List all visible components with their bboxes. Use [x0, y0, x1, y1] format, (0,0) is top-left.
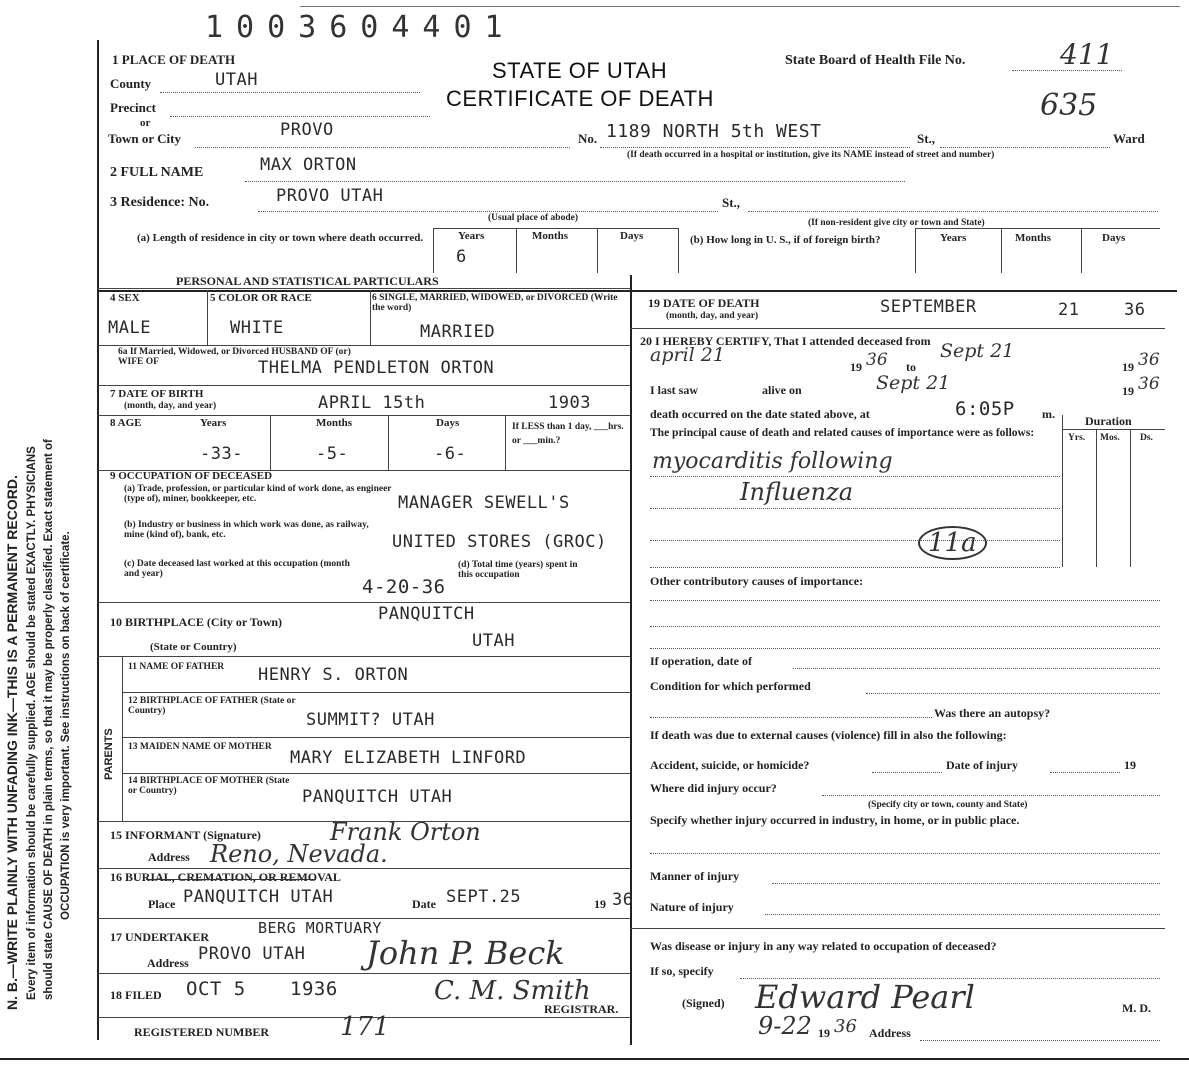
- manner-line: [772, 883, 1160, 884]
- last-saw-year: 36: [1138, 374, 1160, 394]
- res-box-v2: [516, 228, 517, 273]
- cause-number: 11a: [918, 526, 987, 560]
- row-line-11: [97, 656, 630, 657]
- death-day: 21: [1058, 300, 1080, 320]
- duration-label: Duration: [1085, 414, 1132, 428]
- foreign-box-v3: [1081, 228, 1082, 273]
- residence-value: PROVO UTAH: [276, 186, 384, 206]
- precinct-label: Precinct: [110, 100, 156, 115]
- foreign-box-v1: [915, 228, 916, 273]
- usual-abode-note: (Usual place of abode): [488, 213, 578, 223]
- signed-address-label: Address: [869, 1026, 911, 1040]
- death-year: 36: [1124, 300, 1146, 320]
- cause-line-2: [650, 508, 1060, 509]
- row-line-7: [97, 385, 630, 386]
- county-label: County: [110, 76, 152, 91]
- undertaker-label: 17 UNDERTAKER: [110, 930, 210, 944]
- md-label: M. D.: [1122, 1001, 1151, 1015]
- age-years-value: -33-: [200, 444, 243, 464]
- age-label: 8 AGE: [110, 417, 142, 429]
- from-year-prefix: 19: [850, 360, 862, 374]
- res-box-top: [433, 228, 678, 229]
- ward-label: Ward: [1113, 131, 1145, 146]
- foreign-years-label: Years: [940, 232, 967, 244]
- ward-line: [940, 147, 1110, 148]
- undertaker-name: BERG MORTUARY: [258, 919, 382, 937]
- injury-date-label: Date of injury: [946, 758, 1018, 772]
- physician-signature: Edward Pearl: [755, 978, 975, 1016]
- signed-date: 9-22: [758, 1012, 812, 1040]
- age-years-label: Years: [200, 417, 227, 429]
- duration-yrs: Yrs.: [1068, 433, 1086, 443]
- specify-label: Specify whether injury occurred in industry, in home, or in public place.: [650, 813, 1020, 827]
- death-time: 6:05P: [955, 398, 1015, 420]
- sex-color-divider: [207, 290, 208, 345]
- personal-section-label: PERSONAL AND STATISTICAL PARTICULARS: [176, 274, 439, 288]
- where-note: (Specify city or town, county and State): [868, 800, 1028, 810]
- age-div-3: [505, 415, 506, 470]
- marital-value: MARRIED: [420, 322, 496, 342]
- row-line-10: [97, 602, 630, 603]
- cause-line-1: [650, 476, 1060, 477]
- color-value: WHITE: [230, 318, 284, 338]
- last-saw-date: Sept 21: [876, 372, 951, 394]
- res-box-v4: [678, 228, 679, 273]
- street-st-label: St.,: [917, 131, 936, 146]
- duration-v3: [1130, 429, 1131, 567]
- registrar-signature: C. M. Smith: [434, 976, 591, 1006]
- residence-line: [258, 211, 718, 212]
- last-saw-label: I last saw: [650, 383, 699, 397]
- occurred-label: death occurred on the date stated above, at: [650, 407, 870, 421]
- full-name-line: [245, 181, 905, 182]
- margin-note-4: OCCUPATION is very important. See instructions on back of certificate.: [60, 531, 72, 920]
- town-value: PROVO: [280, 120, 334, 140]
- occupation-b-value: UNITED STORES (GROC): [392, 532, 607, 552]
- dob-label: 7 DATE OF BIRTH: [110, 388, 204, 400]
- informant-label: 15 INFORMANT (Signature): [110, 828, 261, 842]
- specify-line: [650, 853, 1160, 854]
- autopsy-line: [650, 717, 932, 718]
- right-row-line-sign: [630, 928, 1165, 929]
- right-row-line-20: [630, 328, 1165, 329]
- cause-2: Influenza: [740, 478, 854, 506]
- town-label: Town or City: [108, 131, 181, 146]
- place-of-death-label: 1 PLACE OF DEATH: [112, 52, 236, 67]
- age-months-label: Months: [316, 417, 353, 429]
- age-months-value: -5-: [316, 444, 349, 464]
- burial-date-value: SEPT.25: [446, 887, 522, 907]
- res-years-label: Years: [458, 230, 485, 242]
- res-box-v1: [433, 228, 434, 273]
- father-value: HENRY S. ORTON: [258, 665, 409, 685]
- serial-number: 1003604401: [205, 10, 516, 45]
- injury-year-prefix: 19: [1124, 758, 1136, 772]
- full-name-label: 2 FULL NAME: [110, 165, 204, 180]
- operation-condition-label: Condition for which performed: [650, 679, 811, 693]
- accident-label: Accident, suicide, or homicide?: [650, 758, 810, 772]
- nature-line: [765, 914, 1160, 915]
- dob-year-value: 1903: [548, 393, 591, 413]
- row-line-14: [122, 773, 630, 774]
- death-date-note: (month, day, and year): [666, 311, 759, 321]
- informant-signature: Frank Orton: [330, 818, 481, 846]
- burial-place-label: Place: [148, 897, 176, 911]
- age-days-value: -6-: [434, 444, 467, 464]
- burial-place-value: PANQUITCH UTAH: [183, 887, 334, 907]
- nonresident-note: (If non-resident give city or town and State): [808, 218, 985, 228]
- signed-label: (Signed): [682, 996, 725, 1010]
- attended-to-date: Sept 21: [940, 340, 1015, 362]
- registered-number-label: REGISTERED NUMBER: [134, 1025, 270, 1039]
- frame-left: [97, 40, 99, 1040]
- title-certificate: CERTIFICATE OF DEATH: [446, 86, 714, 111]
- other-line-2: [650, 626, 1160, 627]
- registrar-label: REGISTRAR.: [544, 1002, 619, 1016]
- other-line-3: [650, 648, 1160, 649]
- title-state: STATE OF UTAH: [492, 58, 668, 83]
- birthplace-state-label: (State or Country): [150, 641, 237, 653]
- res-days-label: Days: [620, 230, 644, 242]
- residence-st-line: [748, 211, 1158, 212]
- autopsy-label: Was there an autopsy?: [934, 706, 1051, 720]
- mother-bp-value: PANQUITCH UTAH: [302, 787, 453, 807]
- informant-address: Reno, Nevada.: [210, 840, 388, 868]
- birthplace-city: PANQUITCH: [378, 604, 475, 624]
- duration-mos: Mos.: [1100, 433, 1120, 443]
- duration-v1: [1062, 415, 1063, 567]
- res-b-label: (b) How long in U. S., if of foreign birth?: [690, 234, 881, 246]
- or-label: or: [140, 117, 151, 129]
- informant-address-label: Address: [148, 850, 190, 864]
- signed-year: 36: [834, 1016, 857, 1037]
- operation-date-line: [793, 668, 1160, 669]
- nature-label: Nature of injury: [650, 900, 734, 914]
- file-no-label: State Board of Health File No.: [785, 53, 966, 68]
- sex-label: 4 SEX: [110, 292, 140, 304]
- burial-date-label: Date: [412, 897, 436, 911]
- filed-date: OCT 5: [186, 978, 246, 1000]
- ifso-label: If so, specify: [650, 964, 714, 978]
- county-value: UTAH: [215, 70, 258, 90]
- res-months-label: Months: [532, 230, 569, 242]
- certify-label: 20 I HEREBY CERTIFY, That I attended deceased from: [640, 334, 931, 348]
- foreign-days-label: Days: [1102, 232, 1126, 244]
- parents-side-divider: [122, 656, 123, 821]
- frame-center-divider: [630, 275, 632, 1045]
- duration-v2: [1096, 429, 1097, 567]
- duration-ds: Ds.: [1140, 433, 1153, 443]
- dob-note: (month, day, and year): [124, 401, 217, 411]
- burial-year-value: 36: [612, 890, 634, 910]
- registered-number-value: 171: [340, 1012, 390, 1042]
- duration-head-line: [1062, 429, 1165, 430]
- last-saw-year-prefix: 19: [1122, 384, 1134, 398]
- occupation-d-label: (d) Total time (years) spent in this occupation: [458, 560, 578, 580]
- cause-line-3: [650, 540, 1060, 541]
- cause-1: myocarditis following: [652, 449, 893, 474]
- margin-note-1: N. B.—WRITE PLAINLY WITH UNFADING INK—THIS IS A PERMANENT RECORD.: [4, 475, 20, 1010]
- margin-note-2: Every item of information should be carefully supplied. AGE should be stated EXACTLY. PHYSICIANS: [26, 446, 38, 1000]
- death-date-label: 19 DATE OF DEATH: [648, 296, 760, 310]
- mother-value: MARY ELIZABETH LINFORD: [290, 748, 527, 768]
- filed-label: 18 FILED: [110, 988, 162, 1002]
- sex-value: MALE: [108, 318, 151, 338]
- age-div-2: [388, 415, 389, 470]
- full-name-value: MAX ORTON: [260, 155, 357, 175]
- handwritten-number: 635: [1040, 88, 1098, 123]
- related-label: Was disease or injury in any way related to occupation of deceased?: [650, 939, 997, 953]
- burial-year-prefix: 19: [594, 897, 606, 911]
- res-box-v3: [597, 228, 598, 273]
- birthplace-label: 10 BIRTHPLACE (City or Town): [110, 615, 283, 629]
- margin-note-3: should state CAUSE OF DEATH in plain terms, so that it may be properly classified. Exact statement of: [43, 439, 55, 1000]
- undertaker-address-label: Address: [147, 956, 189, 970]
- death-time-suffix: m.: [1042, 407, 1055, 421]
- top-edge-line: [300, 6, 1180, 7]
- injury-date-line: [1050, 772, 1120, 773]
- age-div-1: [270, 415, 271, 470]
- to-label: to: [906, 360, 916, 374]
- burial-strike: [146, 879, 314, 880]
- spouse-value: THELMA PENDLETON ORTON: [258, 358, 495, 378]
- occupation-c-label: (c) Date deceased last worked at this occupation (month and year): [124, 559, 350, 579]
- attended-from-date: april 21: [650, 344, 725, 366]
- accident-line: [872, 772, 942, 773]
- mother-label: 13 MAIDEN NAME OF MOTHER: [128, 742, 272, 752]
- row-line-16: [97, 868, 630, 869]
- occupation-b-label: (b) Industry or business in which work was done, as railway, mine (kind of), bank, etc.: [124, 520, 369, 540]
- foreign-box-v2: [1001, 228, 1002, 273]
- other-causes-label: Other contributory causes of importance:: [650, 574, 864, 588]
- external-label: If death was due to external causes (violence) fill in also the following:: [650, 728, 1007, 742]
- file-no-value: 411: [1060, 38, 1114, 71]
- manner-label: Manner of injury: [650, 869, 740, 883]
- to-year-prefix: 19: [1122, 360, 1134, 374]
- street-value: 1189 NORTH 5th WEST: [606, 121, 822, 142]
- spouse-label: 6a If Married, Widowed, or Divorced HUSBAND OF (or) WIFE OF: [118, 347, 351, 367]
- birthplace-state: UTAH: [472, 631, 515, 651]
- precinct-line: [170, 116, 430, 117]
- parents-side-label: PARENTS: [103, 728, 115, 780]
- death-month: SEPTEMBER: [880, 297, 977, 317]
- from-year: 36: [866, 350, 888, 370]
- color-label: 5 COLOR OR RACE: [210, 292, 312, 304]
- mother-bp-label: 14 BIRTHPLACE OF MOTHER (State or Country): [128, 776, 290, 796]
- other-line-1: [650, 600, 1160, 601]
- foreign-months-label: Months: [1015, 232, 1052, 244]
- row-line-13: [122, 737, 630, 738]
- foreign-box-top: [915, 228, 1160, 229]
- occupation-a-value: MANAGER SEWELL'S: [398, 493, 570, 513]
- row-line-18: [97, 973, 630, 974]
- age-days-label: Days: [436, 417, 460, 429]
- frame-bottom: [0, 1058, 1189, 1060]
- father-label: 11 NAME OF FATHER: [128, 662, 225, 672]
- row-line-6a: [97, 345, 630, 346]
- cause-line-4: [650, 567, 1060, 568]
- to-year: 36: [1138, 350, 1160, 370]
- res-a-label: (a) Length of residence in city or town where death occurred.: [137, 232, 424, 244]
- burial-label: 16 BURIAL, CREMATION, OR REMOVAL: [110, 870, 341, 884]
- occupation-label: 9 OCCUPATION OF DECEASED: [110, 470, 273, 482]
- operation-condition-line: [866, 693, 1160, 694]
- cause-label: The principal cause of death and related causes of importance were as follows:: [650, 427, 1035, 439]
- color-marital-divider: [370, 290, 371, 345]
- father-bp-value: SUMMIT? UTAH: [306, 710, 435, 730]
- street-no-label: No.: [578, 131, 598, 146]
- marital-label: 6 SINGLE, MARRIED, WIDOWED, or DIVORCED (Write the word): [372, 293, 618, 313]
- undertaker-address: PROVO UTAH: [198, 944, 306, 964]
- operation-date-label: If operation, date of: [650, 654, 752, 668]
- last-saw-mid: alive on: [762, 383, 802, 397]
- county-line: [160, 92, 420, 93]
- less-than-label: If LESS than 1 day, ___hrs. or ___min.?: [512, 422, 624, 446]
- row-line-12: [122, 692, 630, 693]
- town-line: [195, 147, 570, 148]
- father-bp-label: 12 BIRTHPLACE OF FATHER (State or Country): [128, 696, 296, 716]
- signed-year-prefix: 19: [818, 1026, 830, 1040]
- row-line-8: [97, 415, 630, 416]
- street-line: [600, 147, 910, 148]
- occupation-a-label: (a) Trade, profession, or particular kind of work done, as engineer (type of), miner, bookkeeper, etc.: [124, 484, 392, 504]
- hospital-note: (If death occurred in a hospital or institution, give its NAME instead of street and number): [627, 150, 995, 160]
- filed-year: 1936: [290, 978, 338, 1000]
- occupation-c-value: 4-20-36: [362, 576, 446, 598]
- where-label: Where did injury occur?: [650, 781, 777, 795]
- where-line: [822, 795, 1160, 796]
- personal-head-line: [97, 288, 630, 289]
- residence-label: 3 Residence: No.: [110, 195, 210, 210]
- residence-st-label: St.,: [722, 195, 741, 210]
- dob-value: APRIL 15th: [318, 393, 426, 413]
- res-years-value: 6: [456, 247, 467, 267]
- undertaker-signature: John P. Beck: [366, 934, 565, 972]
- signed-address-line: [920, 1040, 1160, 1041]
